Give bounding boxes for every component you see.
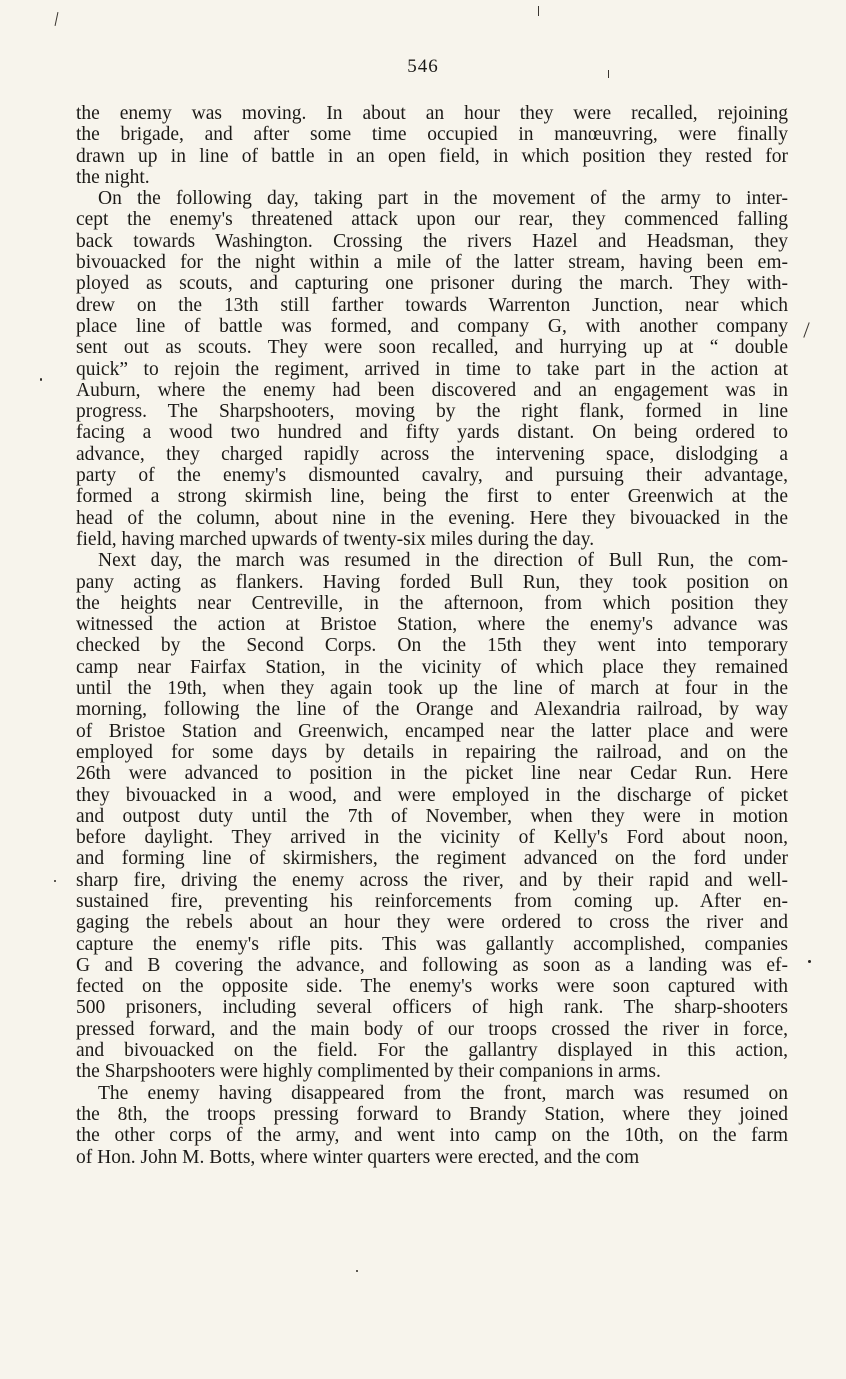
ink-speck	[40, 378, 42, 381]
text-line: drew on the 13th still farther towards Warrenton Junction, near which	[76, 294, 788, 316]
text-line: bivouacked for the night within a mile of the latter stream, having been em-	[76, 252, 788, 274]
text-line: sent out as scouts. They were soon recalled, and hurrying up at “ double	[76, 337, 788, 359]
stray-mark	[55, 12, 59, 26]
text-line: sustained fire, preventing his reinforcements from coming up. After en-	[76, 890, 788, 912]
text-line: Auburn, where the enemy had been discovered and an engagement was in	[76, 379, 788, 401]
text-line: The enemy having disappeared from the front, march was resumed on	[98, 1082, 788, 1104]
text-line: field, having marched upwards of twenty-six miles during the day.	[76, 528, 595, 550]
text-line: cept the enemy's threatened attack upon our rear, they commenced falling	[76, 209, 788, 231]
text-line: and outpost duty until the 7th of November, when they were in motion	[76, 805, 788, 827]
text-line: morning, following the line of the Orange and Alexandria railroad, by way	[76, 699, 788, 721]
body-text	[76, 103, 788, 1168]
text-line: progress. The Sharpshooters, moving by the right flank, formed in line	[76, 401, 788, 423]
text-line: quick” to rejoin the regiment, arrived in time to take part in the action at	[76, 358, 788, 380]
text-line: the night.	[76, 166, 150, 188]
text-line: the Sharpshooters were highly complimented by their companions in arms.	[76, 1061, 661, 1083]
text-line: formed a strong skirmish line, being the first to enter Greenwich at the	[76, 486, 788, 508]
text-line: On the following day, taking part in the movement of the army to inter-	[98, 188, 788, 210]
text-line: employed for some days by details in repairing the railroad, and on the	[76, 741, 788, 763]
text-line: before daylight. They arrived in the vicinity of Kelly's Ford about noon,	[76, 827, 788, 849]
text-line: G and B covering the advance, and following as soon as a landing was ef-	[76, 954, 788, 976]
ink-speck	[54, 880, 56, 882]
text-line: drawn up in line of battle in an open field, in which position they rested for	[76, 145, 788, 167]
text-line: the heights near Centreville, in the afternoon, from which position they	[76, 592, 788, 614]
text-line: advance, they charged rapidly across the intervening space, dislodging a	[76, 443, 788, 465]
page-number: 546	[407, 56, 439, 77]
text-line: back towards Washington. Crossing the rivers Hazel and Headsman, they	[76, 230, 788, 252]
text-line: camp near Fairfax Station, in the vicinity of which place they remained	[76, 656, 788, 678]
text-line: the 8th, the troops pressing forward to Brandy Station, where they joined	[76, 1103, 788, 1125]
text-line: pany acting as flankers. Having forded Bull Run, they took position on	[76, 571, 788, 593]
text-line: 26th were advanced to position in the picket line near Cedar Run. Here	[76, 763, 788, 785]
text-line: ployed as scouts, and capturing one prisoner during the march. They with-	[76, 273, 788, 295]
text-line: and forming line of skirmishers, the regiment advanced on the ford under	[76, 848, 788, 870]
text-line: pressed forward, and the main body of our troops crossed the river in force,	[76, 1018, 788, 1040]
text-line: capture the enemy's rifle pits. This was gallantly accomplished, companies	[76, 933, 788, 955]
text-line: sharp fire, driving the enemy across the river, and by their rapid and well-	[76, 869, 788, 891]
text-line: Next day, the march was resumed in the direction of Bull Run, the com-	[98, 550, 788, 572]
text-line: head of the column, about nine in the evening. Here they bivouacked in the	[76, 507, 788, 529]
stray-mark	[538, 6, 539, 16]
ink-speck	[808, 960, 811, 963]
text-line: 500 prisoners, including several officers of high rank. The sharp-shooters	[76, 997, 788, 1019]
text-line: and bivouacked on the field. For the gallantry displayed in this action,	[76, 1040, 788, 1062]
text-line: gaging the rebels about an hour they were ordered to cross the river and	[76, 912, 788, 934]
text-line: of Hon. John M. Botts, where winter quarters were erected, and the com	[76, 1146, 640, 1168]
text-line: place line of battle was formed, and company G, with another company	[76, 315, 788, 337]
text-line: until the 19th, when they again took up the line of march at four in the	[76, 678, 788, 700]
stray-mark	[803, 322, 809, 337]
ink-speck	[356, 1270, 358, 1272]
text-line: checked by the Second Corps. On the 15th they went into temporary	[76, 635, 788, 657]
text-line: the enemy was moving. In about an hour they were recalled, rejoining	[76, 103, 788, 124]
stray-mark	[608, 70, 609, 78]
text-line: fected on the opposite side. The enemy's works were soon captured with	[76, 976, 788, 998]
text-line: party of the enemy's dismounted cavalry, and pursuing their advantage,	[76, 465, 788, 487]
text-line: of Bristoe Station and Greenwich, encamped near the latter place and were	[76, 720, 788, 742]
text-line: the other corps of the army, and went into camp on the 10th, on the farm	[76, 1125, 788, 1147]
text-line: they bivouacked in a wood, and were employed in the discharge of picket	[76, 784, 788, 806]
text-line: witnessed the action at Bristoe Station, where the enemy's advance was	[76, 614, 788, 636]
text-line: facing a wood two hundred and fifty yards distant. On being ordered to	[76, 422, 788, 444]
text-line: the brigade, and after some time occupied in manœuvring, were finally	[76, 124, 788, 146]
